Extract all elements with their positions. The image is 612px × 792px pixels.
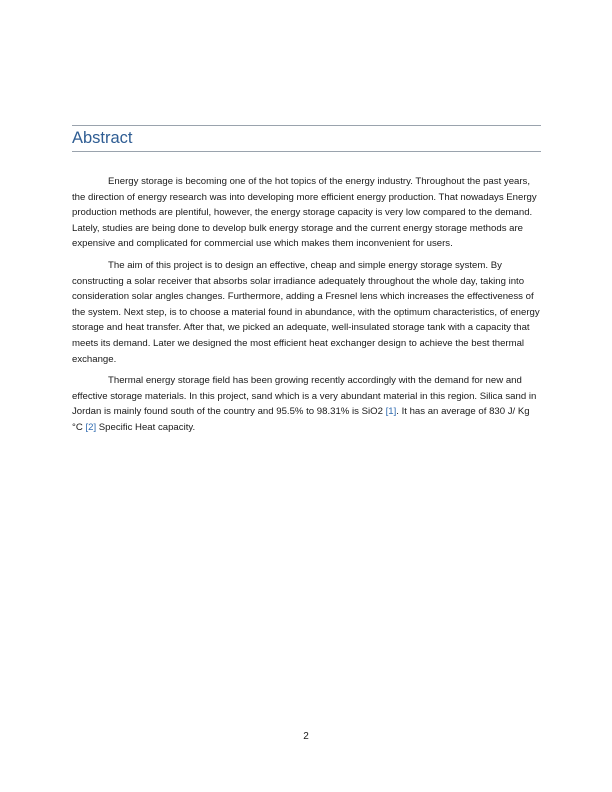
paragraph-3-text-b: . It has an average of 830 J/ Kg °C xyxy=(72,406,530,433)
abstract-body xyxy=(72,174,541,442)
paragraph-3 xyxy=(72,373,541,435)
paragraph-3-text-a: Thermal energy storage field has been growing recently accordingly with the demand for new and effective storage materials. In this project, sand which is a very abundant material in this region. Silica sand in Jordan is mainly found south of the country and 95.5% to 98.31% is SiO2 xyxy=(72,375,537,418)
paragraph-3-text-c: Specific Heat capacity. xyxy=(96,421,196,433)
section-heading: Abstract xyxy=(72,129,133,147)
citation-link-1[interactable]: [1] xyxy=(385,406,397,418)
heading-rule-box xyxy=(72,125,541,152)
citation-link-2[interactable]: [2] xyxy=(85,421,97,433)
paragraph-2: The aim of this project is to design an effective, cheap and simple energy storage system. By constructing a solar receiver that absorbs solar irradiance adequately throughout the whole day, taking into consideration solar angles changes. Furthermore, adding a Fresnel lens which increases the effectiveness of the system. Next step, is to choose a material found in abundance, with the optimum characteristics, of energy storage and heat transfer. After that, we picked an adequate, well-insulated storage tank with a capacity that meets its demand. Later we designed the most efficient heat exchanger design to achieve the best thermal exchange. xyxy=(72,259,540,365)
paragraph-1: Energy storage is becoming one of the hot topics of the energy industry. Throughout the past years, the direction of energy research was into developing more efficient energy production. That nowadays Energy production methods are plentiful, however, the energy storage capacity is very low compared to the demand. Lately, studies are being done to develop bulk energy storage and the current energy storage methods are expensive and complicated for commercial use which makes them inconvenient for users. xyxy=(72,176,537,250)
page-number: 2 xyxy=(303,731,309,742)
